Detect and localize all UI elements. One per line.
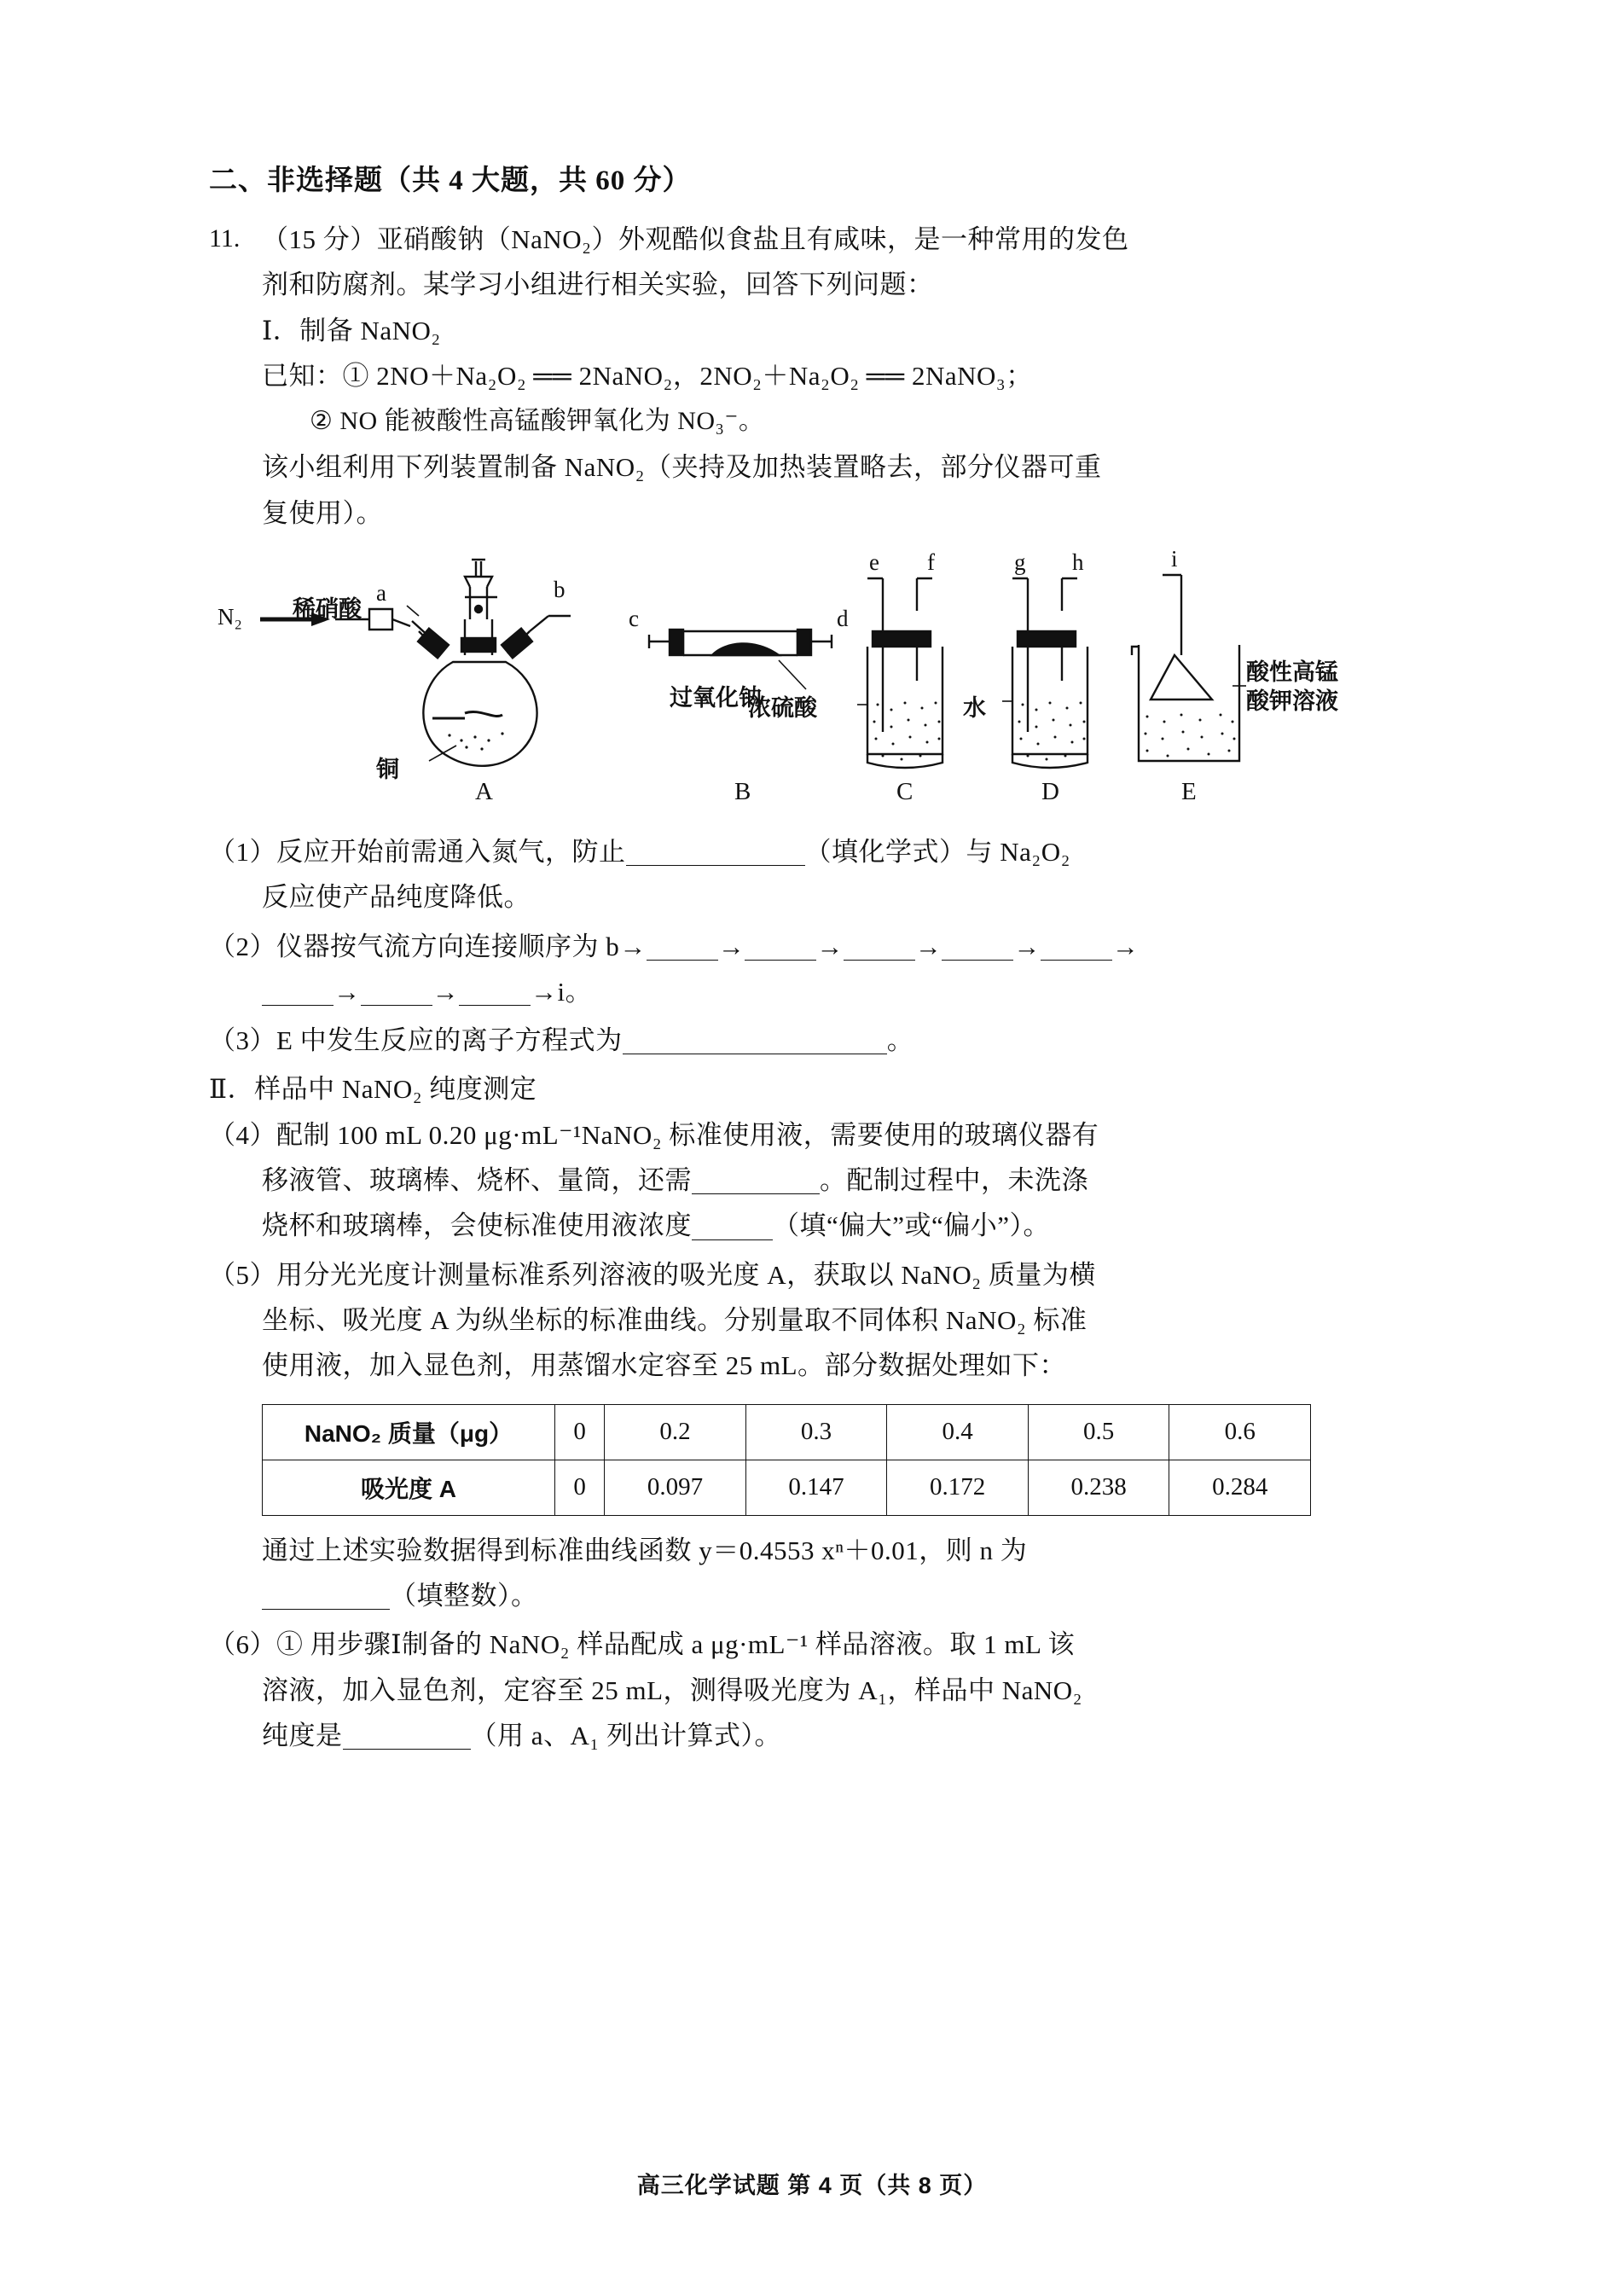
subquestion-5-number: （5） [209, 1259, 276, 1290]
apparatus-line-1: 该小组利用下列装置制备 NaNO₂（夹持及加热装置略去，部分仪器可重 [262, 452, 1102, 483]
row-header-absorbance: 吸光度 A [263, 1460, 555, 1515]
subquestion-3-text-a: E 中发生反应的离子方程式为 [276, 1025, 623, 1056]
figure-label-h: h [1072, 549, 1084, 575]
subquestion-6-number: （6） [209, 1629, 276, 1660]
subquestion-2-line-2: → → →i。 [262, 969, 1412, 1014]
figure-label-c: c [629, 605, 639, 631]
cell-mass-5: 0.6 [1169, 1404, 1311, 1460]
subquestion-4-text-2b: 。配制过程中，未洗涤 [820, 1165, 1088, 1196]
figure-device-c: C [896, 777, 914, 805]
answer-blank-2c[interactable] [844, 931, 915, 961]
subquestion-4-line-2 [262, 1158, 1412, 1203]
answer-blank-2h[interactable] [459, 976, 531, 1006]
figure-label-f: f [927, 549, 935, 575]
subquestion-6-text-3a: 纯度是 [262, 1720, 343, 1750]
subquestion-5-line-1 [209, 1252, 1412, 1297]
subquestion-2-line-1: （2）仪器按气流方向连接顺序为 b→ → → → → → [209, 931, 1140, 961]
question-score: （15 分） [262, 224, 377, 254]
figure-label-g: g [1014, 549, 1026, 575]
answer-blank-3a[interactable] [623, 1024, 887, 1055]
cell-mass-3: 0.4 [887, 1404, 1029, 1460]
standard-curve-table [262, 1404, 1311, 1516]
answer-blank-2a[interactable] [647, 931, 718, 961]
cell-abs-1: 0.097 [605, 1460, 746, 1515]
answer-blank-4b[interactable] [692, 1209, 773, 1240]
subquestion-4-text-3a: 烧杯和玻璃棒，会使标准使用液浓度 [262, 1210, 692, 1241]
subquestion-4-number: （4） [209, 1119, 276, 1150]
answer-blank-1a[interactable] [626, 834, 805, 866]
subquestion-3-line-1 [209, 1018, 1412, 1063]
figure-label-dilute-nitric-acid: 稀硝酸 [293, 595, 362, 622]
subquestion-6-line-1 [209, 1622, 1412, 1667]
subquestion-5-text-1: 用分光光度计测量标准系列溶液的吸光度 A，获取以 NaNO₂ 质量为横 [276, 1259, 1096, 1290]
question-11 [209, 217, 1412, 536]
subquestion-5-text-5: （填整数）。 [390, 1580, 538, 1611]
subquestion-6-text-1: ① 用步骤Ⅰ制备的 NaNO₂ 样品配成 a μg·mL⁻¹ 样品溶液。取 1 mL 该 [276, 1629, 1076, 1660]
answer-blank-5a[interactable] [262, 1578, 390, 1610]
subquestion-4-text-1: 配制 100 mL 0.20 μg·mL⁻¹NaNO₂ 标准使用液，需要使用的玻璃仪器有 [276, 1119, 1099, 1150]
subquestion-2-text-a: 仪器按气流方向连接顺序为 b→ [276, 931, 647, 961]
subquestion-1-text-b: （填化学式）与 Na₂O₂ [804, 836, 1070, 867]
answer-blank-2g[interactable] [361, 976, 432, 1006]
cell-mass-1: 0.2 [605, 1404, 746, 1460]
figure-label-kmno4-line1: 酸性高锰 [1246, 659, 1338, 685]
subquestion-5-line-3: 使用液，加入显色剂，用蒸馏水定容至 25 mL。部分数据处理如下： [262, 1350, 1067, 1381]
subquestion-4-text-3b: （填“偏大”或“偏小”）。 [773, 1210, 1051, 1241]
answer-blank-6a[interactable] [343, 1718, 471, 1750]
figure-label-d: d [837, 605, 849, 631]
apparatus-figure [209, 545, 1412, 817]
page-footer: 高三化学试题 第 4 页（共 8 页） [636, 2173, 988, 2198]
subquestion-5-line-5 [262, 1573, 1412, 1618]
subquestion-5-line-2: 坐标、吸光度 A 为纵坐标的标准曲线。分别量取不同体积 NaNO₂ 标准 [262, 1305, 1088, 1335]
figure-label-e: e [869, 549, 879, 575]
question-number: 11. [209, 224, 241, 253]
known-line-1 [262, 353, 1412, 398]
subquestion-3-number: （3） [209, 1025, 276, 1056]
cell-abs-2: 0.147 [745, 1460, 887, 1515]
subquestion-1-line-2: 反应使产品纯度降低。 [262, 882, 531, 913]
known-eq-1: ① 2NO＋Na₂O₂ ══ 2NaNO₂，2NO₂＋Na₂O₂ ══ 2NaNO₃； [342, 360, 1033, 391]
cell-abs-5: 0.284 [1169, 1460, 1311, 1515]
apparatus-line-2: 复使用）。 [262, 497, 383, 528]
known-label: 已知： [262, 360, 343, 391]
subquestion-4-line-3 [262, 1203, 1412, 1248]
subquestion-5-line-4: 通过上述实验数据得到标准曲线函数 y＝0.4553 xⁿ＋0.01，则 n 为 [262, 1535, 1028, 1565]
figure-label-a: a [376, 579, 386, 606]
part-1-title: Ⅰ．制备 NaNO₂ [262, 315, 441, 345]
table-row [263, 1404, 1311, 1460]
question-stem-text-1: 亚硝酸钠（NaNO₂）外观酷似食盐且有咸味，是一种常用的发色 [376, 224, 1129, 254]
subquestion-1-text-a: 反应开始前需通入氮气，防止 [276, 836, 626, 867]
subquestion-6-line-3 [262, 1713, 1412, 1758]
part-2-title: Ⅱ．样品中 NaNO₂ 纯度测定 [209, 1074, 537, 1105]
subquestion-2-number: （2） [209, 931, 276, 961]
subquestion-5 [209, 1252, 1412, 1619]
figure-label-copper: 铜 [376, 756, 399, 782]
subquestion-3-text-b: 。 [886, 1025, 914, 1056]
figure-device-d: D [1041, 777, 1059, 805]
question-stem-line-1 [262, 217, 1412, 262]
question-stem-line-2: 剂和防腐剂。某学习小组进行相关实验，回答下列问题： [262, 270, 934, 300]
figure-label-b: b [554, 576, 566, 602]
figure-device-a: A [475, 777, 493, 805]
subquestion-2 [209, 924, 1412, 1015]
answer-blank-2e[interactable] [1041, 931, 1112, 961]
subquestion-2-text-b: →i。 [531, 976, 593, 1007]
subquestion-6 [209, 1622, 1412, 1758]
known-line-2: ② NO 能被酸性高锰酸钾氧化为 NO₃⁻。 [310, 407, 765, 436]
figure-label-sodium-peroxide: 过氧化钠 [670, 684, 762, 711]
figure-label-water: 水 [963, 694, 986, 721]
cell-abs-3: 0.172 [887, 1460, 1029, 1515]
cell-mass-4: 0.5 [1028, 1404, 1169, 1460]
subquestion-1-number: （1） [209, 836, 276, 867]
subquestion-6-line-2: 溶液，加入显色剂，定容至 25 mL，测得吸光度为 A₁，样品中 NaNO₂ [262, 1675, 1082, 1705]
subquestion-6-text-3b: （用 a、A₁ 列出计算式）。 [470, 1720, 781, 1750]
section-heading: 二、非选择题（共 4 大题，共 60 分） [209, 165, 692, 196]
figure-label-conc-sulfuric-acid: 浓硫酸 [748, 694, 817, 721]
cell-mass-2: 0.3 [745, 1404, 887, 1460]
subquestion-1 [209, 829, 1412, 920]
subquestion-4-text-2a: 移液管、玻璃棒、烧杯、量筒，还需 [262, 1165, 692, 1196]
cell-abs-4: 0.238 [1028, 1460, 1169, 1515]
answer-blank-2d[interactable] [942, 931, 1013, 961]
subquestion-4-line-1 [209, 1112, 1412, 1158]
figure-device-b: B [734, 777, 751, 805]
answer-blank-2f[interactable] [262, 976, 334, 1006]
figure-label-kmno4-line2: 酸钾溶液 [1246, 688, 1338, 714]
answer-blank-4a[interactable] [692, 1164, 820, 1195]
subquestion-1-line-1 [209, 829, 1412, 874]
subquestion-3 [209, 1018, 1412, 1063]
table-row [263, 1460, 1311, 1515]
subquestion-4 [209, 1112, 1412, 1249]
figure-device-e: E [1181, 777, 1197, 805]
row-header-mass: NaNO₂ 质量（μg） [263, 1404, 555, 1460]
page-content [209, 158, 1412, 1762]
cell-mass-0: 0 [555, 1404, 605, 1460]
figure-label-i: i [1171, 545, 1178, 572]
cell-abs-0: 0 [555, 1460, 605, 1515]
answer-blank-2b[interactable] [745, 931, 816, 961]
figure-label-n2: N₂ [218, 603, 242, 630]
